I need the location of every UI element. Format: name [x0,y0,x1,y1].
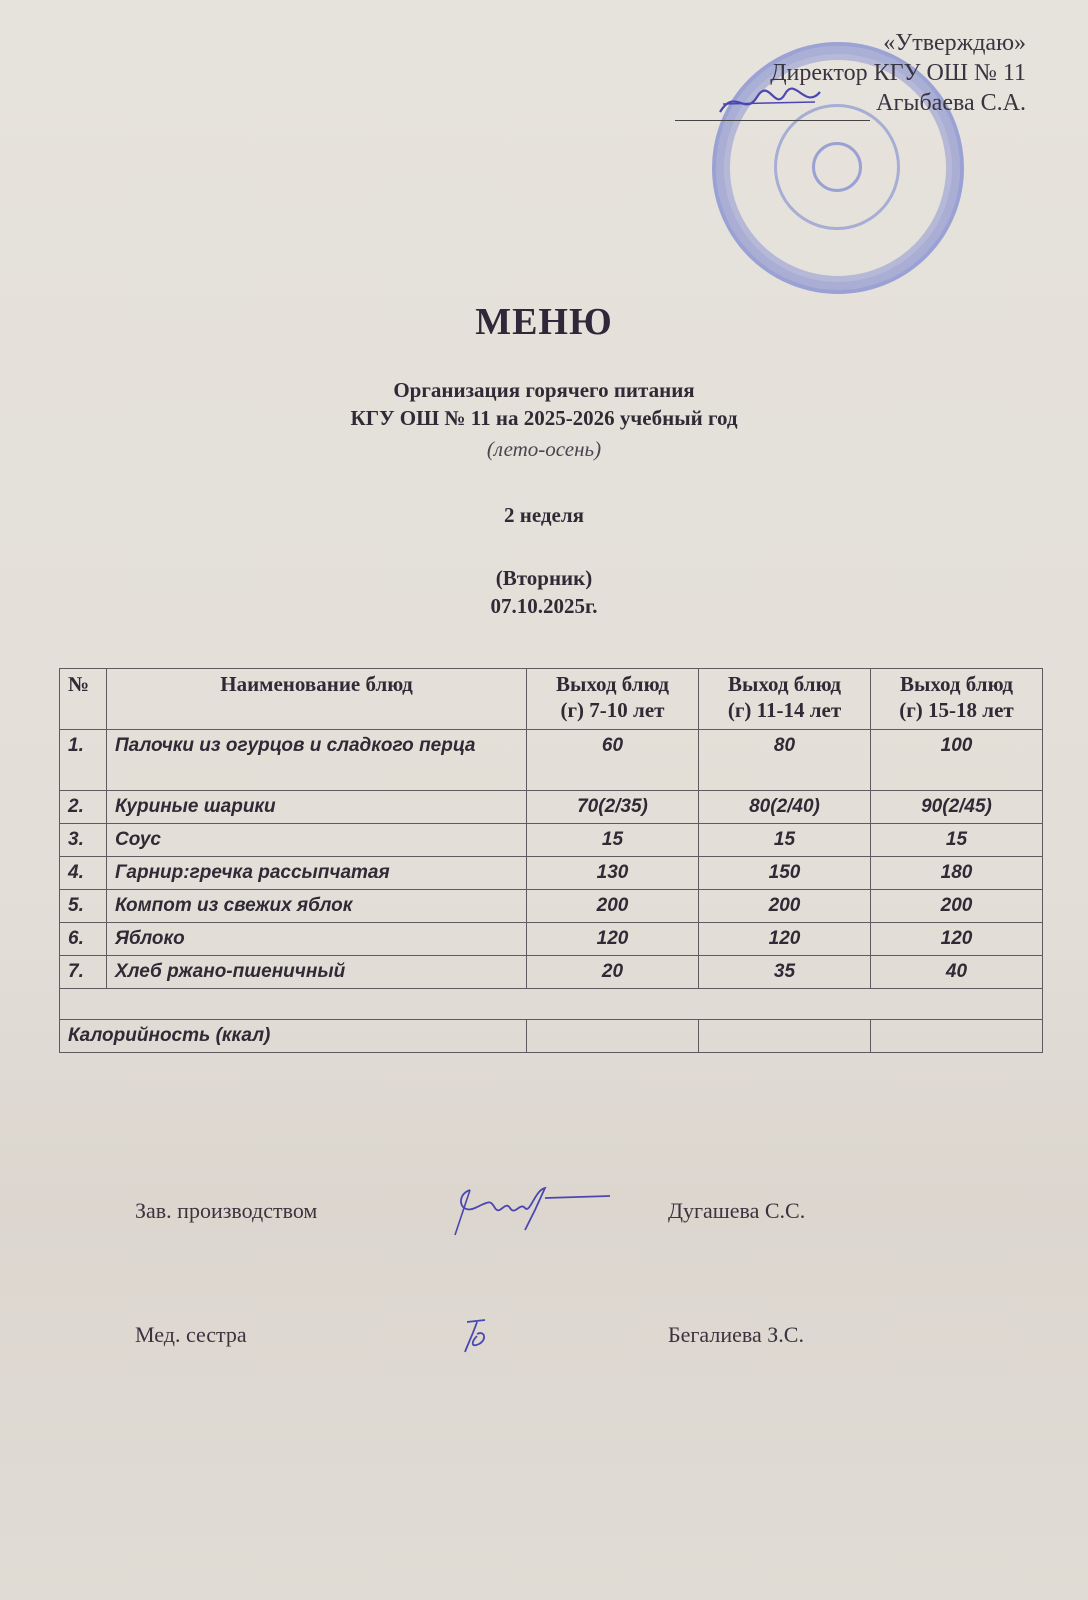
portion-7-10: 200 [527,890,699,923]
portion-7-10: 120 [527,923,699,956]
week-label: 2 неделя [504,503,584,527]
dish-name: Соус [107,824,527,857]
signature-person: Бегалиева З.С. [668,1322,804,1347]
page-title: МЕНЮ [475,301,613,343]
row-number: 2. [60,791,107,824]
dish-name: Хлеб ржано-пшеничный [107,956,527,989]
director-signature-icon [715,82,825,122]
empty-cell [60,989,1043,1020]
approval-name: Агыбаева С.А. [876,90,1026,116]
season-label: (лето-осень) [486,437,602,461]
row-number: 5. [60,890,107,923]
subtitle-line-2: КГУ ОШ № 11 на 2025-2026 учебный год [350,406,738,430]
header-text: (г) 7-10 лет [560,698,665,722]
portion-7-10: 130 [527,857,699,890]
row-number: 6. [60,923,107,956]
header-portion-7-10 [527,669,699,730]
dish-name: Компот из свежих яблок [107,890,527,923]
menu-table [59,668,1043,1053]
approval-title: «Утверждаю» [883,30,1026,56]
table-row [60,730,1043,791]
portion-15-18: 100 [871,730,1043,791]
subtitle-line-1: Организация горячего питания [393,378,695,402]
signature-role: Зав. производством [135,1198,318,1223]
portion-7-10: 60 [527,730,699,791]
row-number: 7. [60,956,107,989]
header-text: (г) 11-14 лет [727,698,842,722]
empty-row [60,989,1043,1020]
portion-15-18: 180 [871,857,1043,890]
portion-15-18: 90(2/45) [871,791,1043,824]
header-text: Выход блюд [727,672,842,696]
row-number: 4. [60,857,107,890]
header-number: № [60,669,107,730]
header-text: (г) 15-18 лет [899,698,1014,722]
calories-label: Калорийность (ккал) [60,1020,527,1053]
portion-11-14: 80(2/40) [699,791,871,824]
day-label: (Вторник) [495,566,593,590]
portion-7-10: 70(2/35) [527,791,699,824]
calories-7-10 [527,1020,699,1053]
table-header-row [60,669,1043,730]
table-row [60,791,1043,824]
header-portion-15-18 [871,669,1043,730]
portion-11-14: 200 [699,890,871,923]
signature-person: Дугашева С.С. [668,1198,806,1223]
table-row [60,956,1043,989]
header-dish-name: Наименование блюд [107,669,527,730]
portion-7-10: 20 [527,956,699,989]
dish-name: Куриные шарики [107,791,527,824]
handwritten-signature-icon [450,1180,620,1240]
table-row [60,857,1043,890]
approval-position: Директор КГУ ОШ № 11 [770,60,1026,86]
portion-11-14: 80 [699,730,871,791]
table-row [60,824,1043,857]
calories-11-14 [699,1020,871,1053]
table-row [60,923,1043,956]
portion-11-14: 35 [699,956,871,989]
header-text: Выход блюд [899,672,1014,696]
stamp-emblem [812,142,862,192]
calories-15-18 [871,1020,1043,1053]
date-label: 07.10.2025г. [490,594,598,618]
row-number: 1. [60,730,107,791]
table-row [60,890,1043,923]
dish-name: Яблоко [107,923,527,956]
portion-15-18: 15 [871,824,1043,857]
dish-name: Палочки из огурцов и сладкого перца [107,730,527,791]
handwritten-signature-icon [455,1312,515,1362]
portion-15-18: 40 [871,956,1043,989]
portion-15-18: 120 [871,923,1043,956]
portion-11-14: 150 [699,857,871,890]
portion-7-10: 15 [527,824,699,857]
portion-11-14: 120 [699,923,871,956]
dish-name: Гарнир:гречка рассыпчатая [107,857,527,890]
header-text: Выход блюд [555,672,670,696]
row-number: 3. [60,824,107,857]
header-portion-11-14 [699,669,871,730]
portion-11-14: 15 [699,824,871,857]
signature-role: Мед. сестра [135,1322,247,1347]
portion-15-18: 200 [871,890,1043,923]
calories-row [60,1020,1043,1053]
